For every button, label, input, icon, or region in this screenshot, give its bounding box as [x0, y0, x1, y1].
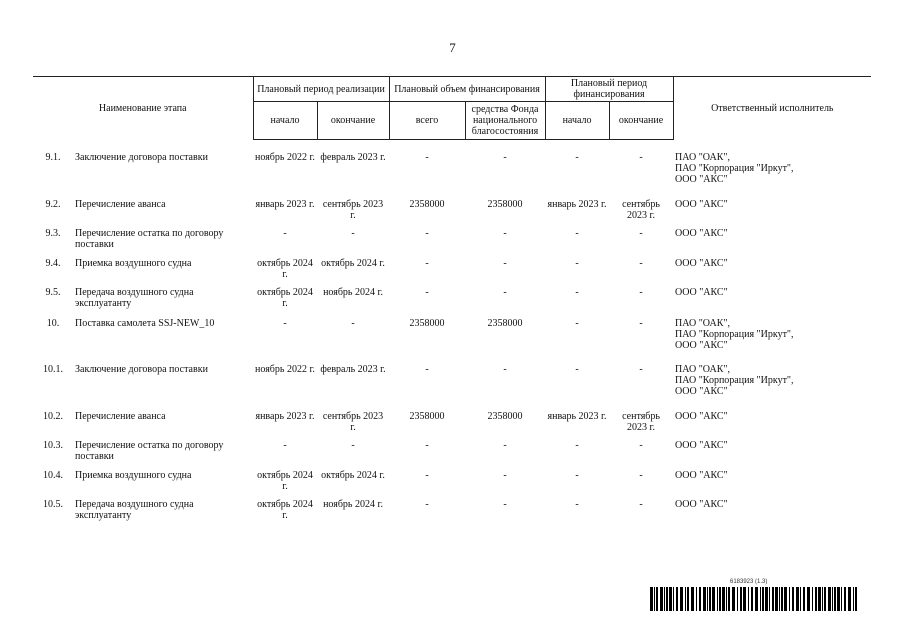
barcode-bar — [800, 587, 801, 611]
row-responsible — [673, 364, 871, 411]
row-fund: 2358000 — [487, 410, 523, 422]
row-fund: 2358000 — [487, 317, 523, 329]
row-start: - — [283, 317, 287, 329]
barcode-bar — [685, 587, 686, 611]
barcode-bar — [673, 587, 674, 611]
row-total: 2358000 — [409, 198, 445, 210]
barcode-bar — [654, 587, 655, 611]
row-total: 2358000 — [409, 317, 445, 329]
table-row — [33, 318, 871, 364]
row-total: - — [425, 286, 429, 298]
row-start: январь 2023 г. — [255, 198, 315, 210]
barcode-bar — [824, 587, 826, 611]
barcode-bar — [709, 587, 711, 611]
header-responsible: Ответственный исполнитель — [673, 77, 871, 140]
header-period-realization: Плановый период реализации — [253, 77, 389, 102]
table-row — [33, 228, 871, 258]
barcode-bar — [781, 587, 783, 611]
barcode-bar — [844, 587, 846, 611]
barcode-bar — [669, 587, 672, 611]
barcode-bar — [812, 587, 813, 611]
page-number: 7 — [449, 40, 456, 55]
row-fend: - — [639, 257, 643, 269]
row-name: Приемка воздушного судна — [75, 257, 192, 269]
table-row — [33, 287, 871, 318]
row-start: ноябрь 2022 г. — [255, 152, 315, 163]
row-name: Перечисление остатка по договору поставки — [75, 439, 224, 462]
barcode-bar — [732, 587, 735, 611]
row-name: Передача воздушного судна эксплуатанту — [75, 286, 194, 309]
barcode-bar — [853, 587, 854, 611]
barcode-bar — [699, 587, 701, 611]
header-financing-start: начало — [545, 102, 609, 140]
row-start: октябрь 2024 г. — [257, 257, 313, 280]
barcode-bar — [696, 587, 697, 611]
barcode-bar — [743, 587, 746, 611]
responsible-line: ООО "АКС" — [675, 257, 728, 269]
responsible-line: ООО "АКС" — [675, 385, 728, 397]
header-start: начало — [253, 102, 317, 140]
barcode-bar — [680, 587, 683, 611]
row-start: ноябрь 2022 г. — [255, 363, 315, 375]
row-end: февраль 2023 г. — [320, 363, 386, 375]
row-responsible — [673, 470, 871, 499]
row-start: октябрь 2024 г. — [257, 498, 313, 521]
barcode-bar — [703, 587, 706, 611]
barcode-bar — [822, 587, 823, 611]
responsible-line: ПАО "ОАК", — [675, 363, 730, 375]
barcode-bar — [755, 587, 758, 611]
row-num: 9.1. — [45, 151, 61, 163]
table-row — [33, 364, 871, 411]
row-responsible — [673, 140, 871, 199]
row-fend: - — [639, 227, 643, 239]
row-fend: сентябрь 2023 г. — [622, 410, 660, 433]
barcode-bar — [772, 587, 774, 611]
barcode-bar — [707, 587, 708, 611]
row-end: ноябрь 2024 г. — [323, 498, 383, 510]
header-volume-financing: Плановый объем финансирования — [389, 77, 545, 102]
row-num: 10.5. — [43, 498, 63, 510]
row-fund: - — [503, 257, 507, 269]
barcode-bar — [719, 587, 721, 611]
barcode-bar — [789, 587, 790, 611]
barcode-bar — [650, 587, 653, 611]
row-fend: - — [639, 286, 643, 298]
barcode-bar — [803, 587, 805, 611]
row-responsible — [673, 199, 871, 228]
responsible-line: ПАО "Корпорация "Иркут", — [675, 328, 794, 340]
responsible-line: ПАО "ОАК", — [675, 317, 730, 329]
table-row — [33, 470, 871, 499]
barcode-bar — [666, 587, 668, 611]
responsible-line: ООО "АКС" — [675, 286, 728, 298]
barcode-bar — [815, 587, 817, 611]
row-num: 9.3. — [45, 227, 61, 239]
row-fund: - — [503, 439, 507, 451]
row-fstart: - — [575, 469, 579, 481]
responsible-line: ООО "АКС" — [675, 498, 728, 510]
barcode-bar — [656, 587, 658, 611]
row-fstart: - — [575, 152, 579, 163]
row-responsible — [673, 318, 871, 364]
barcode-bar — [676, 587, 678, 611]
header-period-financing: Плановый период финансирования — [545, 77, 673, 102]
row-total: - — [425, 498, 429, 510]
row-fstart: январь 2023 г. — [547, 198, 607, 210]
row-responsible — [673, 287, 871, 318]
barcode-bar — [728, 587, 730, 611]
row-responsible — [673, 258, 871, 287]
barcode-bar — [765, 587, 768, 611]
table-row — [33, 140, 871, 199]
barcode-bar — [828, 587, 831, 611]
table-row — [33, 440, 871, 470]
row-fund: - — [503, 469, 507, 481]
row-responsible — [673, 440, 871, 470]
row-num: 10.3. — [43, 439, 63, 451]
barcode-bar — [712, 587, 715, 611]
row-fstart: - — [575, 257, 579, 269]
responsible-line: ООО "АКС" — [675, 439, 728, 451]
barcode-bar — [660, 587, 663, 611]
stages-table — [33, 76, 871, 530]
barcode-bar — [769, 587, 770, 611]
responsible-line: ООО "АКС" — [675, 198, 728, 210]
barcode-bar — [737, 587, 738, 611]
row-fund: - — [503, 286, 507, 298]
row-fstart: - — [575, 363, 579, 375]
row-num: 10.4. — [43, 469, 63, 481]
table-row — [33, 199, 871, 228]
row-fend: - — [639, 498, 643, 510]
barcode-bar — [818, 587, 821, 611]
barcode-bar — [760, 587, 761, 611]
barcode-bar — [775, 587, 778, 611]
row-num: 9.4. — [45, 257, 61, 269]
barcode-bar — [687, 587, 689, 611]
row-total: - — [425, 227, 429, 239]
barcode-bar — [762, 587, 764, 611]
row-fund: - — [503, 498, 507, 510]
row-fstart: - — [575, 498, 579, 510]
row-num: 10.2. — [43, 410, 63, 422]
barcode-bar — [726, 587, 727, 611]
row-name: Передача воздушного судна эксплуатанту — [75, 498, 194, 521]
header-stage-name: Наименование этапа — [33, 77, 253, 140]
row-total: - — [425, 363, 429, 375]
row-end: октябрь 2024 г. — [321, 469, 385, 481]
row-fund: 2358000 — [487, 198, 523, 210]
row-fend: - — [639, 152, 643, 163]
row-end: сентябрь 2023 г. — [322, 410, 384, 433]
row-fstart: январь 2023 г. — [547, 410, 607, 422]
row-num: 10.1. — [43, 363, 63, 375]
responsible-line: ООО "АКС" — [675, 410, 728, 422]
row-name: Приемка воздушного судна — [75, 469, 192, 481]
row-fend: - — [639, 317, 643, 329]
header-fund: средства Фонда национального благосостояния — [465, 102, 545, 140]
header-financing-end: окончание — [609, 102, 673, 140]
row-fund: - — [503, 363, 507, 375]
row-end: ноябрь 2024 г. — [323, 286, 383, 298]
table-body — [33, 140, 871, 530]
row-fstart: - — [575, 286, 579, 298]
row-fstart: - — [575, 227, 579, 239]
header-total: всего — [389, 102, 465, 140]
responsible-line: ООО "АКС" — [675, 339, 728, 351]
barcode-bar — [841, 587, 842, 611]
row-responsible — [673, 411, 871, 440]
row-end: - — [351, 227, 355, 239]
barcode-bar — [664, 587, 665, 611]
barcode-bar — [691, 587, 694, 611]
row-fund: - — [503, 227, 507, 239]
row-start: октябрь 2024 г. — [257, 286, 313, 309]
barcode-bar — [784, 587, 787, 611]
row-start: - — [283, 227, 287, 239]
row-name: Заключение договора поставки — [75, 363, 208, 375]
table-row — [33, 499, 871, 530]
row-end: февраль 2023 г. — [320, 152, 386, 163]
row-num: 10. — [46, 317, 60, 329]
row-responsible — [673, 228, 871, 258]
row-fend: сентябрь 2023 г. — [622, 198, 660, 221]
barcode-bar — [832, 587, 833, 611]
responsible-line: ООО "АКС" — [675, 227, 728, 239]
barcode-bar — [740, 587, 742, 611]
row-fend: - — [639, 469, 643, 481]
row-name: Перечисление аванса — [75, 198, 166, 210]
row-total: 2358000 — [409, 410, 445, 422]
row-total: - — [425, 152, 429, 163]
row-fend: - — [639, 363, 643, 375]
responsible-line: ООО "АКС" — [675, 173, 728, 185]
barcode-bar — [751, 587, 753, 611]
barcode-bar — [837, 587, 840, 611]
row-total: - — [425, 257, 429, 269]
responsible-line: ПАО "Корпорация "Иркут", — [675, 162, 794, 174]
responsible-line: ООО "АКС" — [675, 469, 728, 481]
row-fstart: - — [575, 439, 579, 451]
row-fstart: - — [575, 317, 579, 329]
table-row — [33, 411, 871, 440]
barcode-bar — [807, 587, 810, 611]
barcode-image — [650, 587, 858, 611]
barcode-bar — [834, 587, 836, 611]
row-start: - — [283, 439, 287, 451]
row-end: - — [351, 317, 355, 329]
barcode-bar — [848, 587, 851, 611]
barcode-label: 6183923 (1.3) — [730, 579, 768, 585]
table-row — [33, 258, 871, 287]
row-name: Перечисление аванса — [75, 410, 166, 422]
row-total: - — [425, 469, 429, 481]
barcode-bar — [855, 587, 857, 611]
barcode-bar — [717, 587, 718, 611]
row-total: - — [425, 439, 429, 451]
row-start: октябрь 2024 г. — [257, 469, 313, 492]
row-end: октябрь 2024 г. — [321, 257, 385, 269]
barcode-bar — [779, 587, 780, 611]
responsible-line: ПАО "ОАК", — [675, 151, 730, 163]
row-end: - — [351, 439, 355, 451]
barcode-bar — [748, 587, 749, 611]
row-num: 9.5. — [45, 286, 61, 298]
row-fund: - — [503, 152, 507, 163]
row-start: январь 2023 г. — [255, 410, 315, 422]
responsible-line: ПАО "Корпорация "Иркут", — [675, 374, 794, 386]
header-end: окончание — [317, 102, 389, 140]
barcode-bar — [792, 587, 794, 611]
row-fend: - — [639, 439, 643, 451]
row-name: Перечисление остатка по договору поставки — [75, 227, 224, 250]
row-name: Заключение договора поставки — [75, 151, 208, 163]
row-name: Поставка самолета SSJ-NEW_10 — [75, 317, 215, 329]
row-num: 9.2. — [45, 198, 61, 210]
barcode-bar — [796, 587, 799, 611]
row-responsible — [673, 499, 871, 530]
row-end: сентябрь 2023 г. — [322, 198, 384, 221]
barcode-bar — [722, 587, 725, 611]
